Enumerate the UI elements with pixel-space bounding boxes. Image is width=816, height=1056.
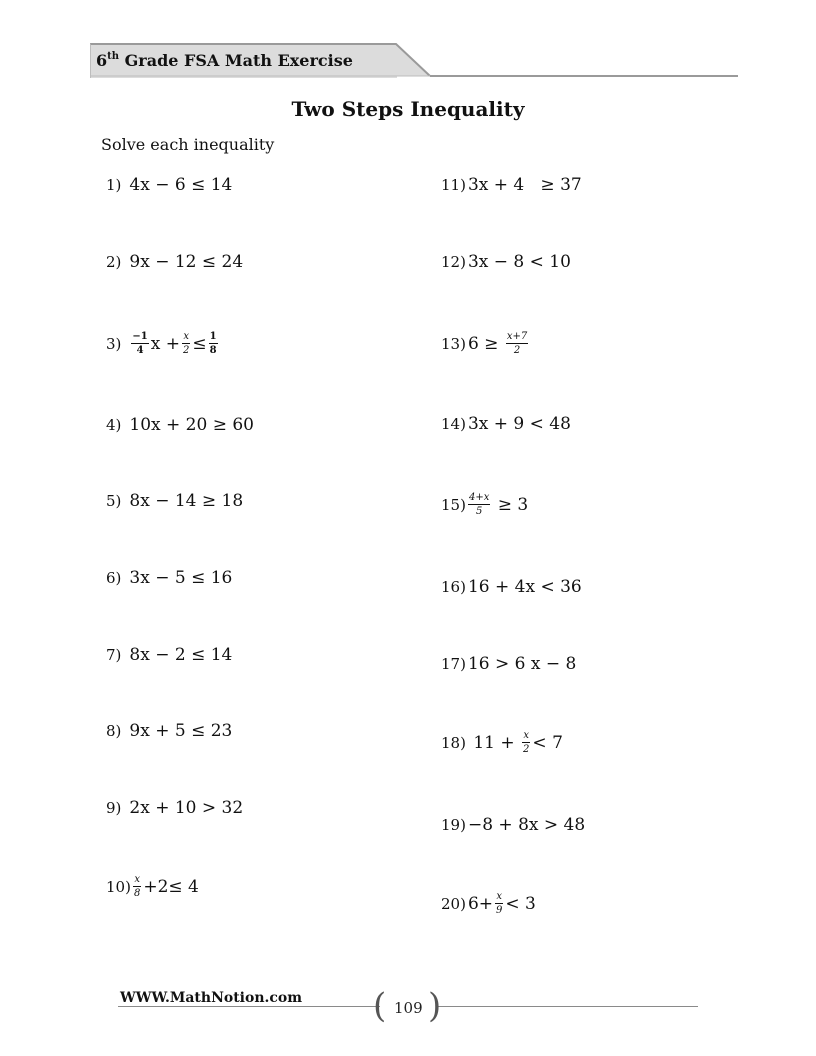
problem-number: 1) bbox=[106, 176, 122, 194]
problem-15 bbox=[441, 492, 528, 518]
problem-7 bbox=[106, 642, 232, 668]
problem-12 bbox=[441, 249, 571, 275]
problem-3 bbox=[106, 331, 220, 357]
problem-19 bbox=[441, 812, 585, 838]
problem-9 bbox=[106, 795, 243, 821]
problem-expression: 9x + 5 ≤ 23 bbox=[129, 721, 233, 741]
problem-expression: 3x − 5 ≤ 16 bbox=[129, 568, 233, 588]
problem-expression: 8x − 2 ≤ 14 bbox=[129, 645, 233, 665]
problem-4 bbox=[106, 412, 254, 438]
header-decoration bbox=[0, 0, 816, 90]
instructions: Solve each inequality bbox=[101, 135, 275, 154]
problem-number: 15) bbox=[441, 496, 466, 514]
fraction: $\frac{x}{8}$ bbox=[133, 874, 141, 899]
page-number: 109 bbox=[394, 999, 423, 1017]
fraction: $\frac{x}{2}$ bbox=[183, 331, 190, 356]
problem-number: 16) bbox=[441, 578, 466, 596]
problem-expression: 16 + 4x < 36 bbox=[467, 577, 582, 597]
problem-expression: $\frac{x}{8}$ +2≤ 4 bbox=[133, 874, 199, 899]
problem-expression: 9x − 12 ≤ 24 bbox=[129, 252, 244, 272]
problem-number: 6) bbox=[106, 569, 122, 587]
problem-expression: 3x + 9 < 48 bbox=[467, 414, 571, 434]
right-bracket-icon: ) bbox=[428, 986, 442, 1026]
fraction: $\frac{1}{8}$ bbox=[209, 331, 217, 356]
problem-number: 9) bbox=[106, 799, 122, 817]
left-bracket-icon: ( bbox=[373, 986, 387, 1026]
problem-expression: 2x + 10 > 32 bbox=[129, 798, 244, 818]
problem-expression: 6+ $\frac{x}{9}$ < 3 bbox=[467, 891, 536, 916]
problem-expression: 10x + 20 ≥ 60 bbox=[129, 415, 254, 435]
problem-5 bbox=[106, 488, 243, 514]
problem-18 bbox=[441, 730, 563, 756]
problem-17 bbox=[441, 651, 576, 677]
problem-1 bbox=[106, 172, 232, 198]
problem-13 bbox=[441, 331, 530, 357]
problem-8 bbox=[106, 718, 232, 744]
problem-expression: 16 > 6 x − 8 bbox=[467, 654, 577, 674]
problem-14 bbox=[441, 411, 571, 437]
problem-expression: 4x − 6 ≤ 14 bbox=[129, 175, 233, 195]
problem-number: 4) bbox=[106, 416, 122, 434]
problem-number: 10) bbox=[106, 878, 131, 896]
problem-expression: −8 + 8x > 48 bbox=[467, 815, 586, 835]
page-title: Two Steps Inequality bbox=[291, 97, 525, 121]
fraction: $\frac{x+7}{2}$ bbox=[506, 331, 528, 356]
problem-number: 19) bbox=[441, 816, 466, 834]
problem-number: 7) bbox=[106, 646, 122, 664]
problem-number: 13) bbox=[441, 335, 466, 353]
problem-6 bbox=[106, 565, 232, 591]
fraction: $\frac{x}{9}$ bbox=[496, 891, 503, 916]
problem-number: 3) bbox=[106, 335, 122, 353]
problem-number: 8) bbox=[106, 722, 122, 740]
problem-11 bbox=[441, 172, 582, 198]
problem-number: 2) bbox=[106, 253, 122, 271]
problem-expression: 6 ≥ $\frac{x+7}{2}$ bbox=[467, 331, 528, 356]
fraction: $\frac{4+x}{5}$ bbox=[468, 492, 490, 517]
problem-expression: 11 + $\frac{x}{2}$ < 7 bbox=[467, 730, 563, 755]
problem-expression: 3x + 4 ≥ 37 bbox=[467, 175, 582, 195]
footer-website: WWW.MathNotion.com bbox=[120, 990, 303, 1006]
problem-expression: $\frac{4+x}{5}$ ≥ 3 bbox=[468, 492, 529, 517]
problem-number: 18) bbox=[441, 734, 466, 752]
problem-expression: 3x − 8 < 10 bbox=[467, 252, 571, 272]
fraction: $\frac{-1}{4}$ bbox=[132, 331, 148, 356]
header-title: 6th Grade FSA Math Exercise bbox=[96, 51, 353, 70]
problem-number: 5) bbox=[106, 492, 122, 510]
problem-20 bbox=[441, 891, 536, 917]
problem-2 bbox=[106, 249, 243, 275]
footer-divider bbox=[118, 1006, 380, 1007]
problem-number: 17) bbox=[441, 655, 466, 673]
problem-number: 12) bbox=[441, 253, 466, 271]
footer-divider bbox=[436, 1006, 698, 1007]
problem-expression: 8x − 14 ≥ 18 bbox=[129, 491, 244, 511]
problem-number: 14) bbox=[441, 415, 466, 433]
problem-number: 20) bbox=[441, 895, 466, 913]
problem-10 bbox=[106, 874, 199, 900]
problem-expression: $\frac{-1}{4}$ x + $\frac{x}{2}$ ≤ $\frac{1}{8}$ bbox=[132, 331, 217, 356]
problem-16 bbox=[441, 574, 582, 600]
problem-number: 11) bbox=[441, 176, 466, 194]
fraction: $\frac{x}{2}$ bbox=[523, 730, 530, 755]
